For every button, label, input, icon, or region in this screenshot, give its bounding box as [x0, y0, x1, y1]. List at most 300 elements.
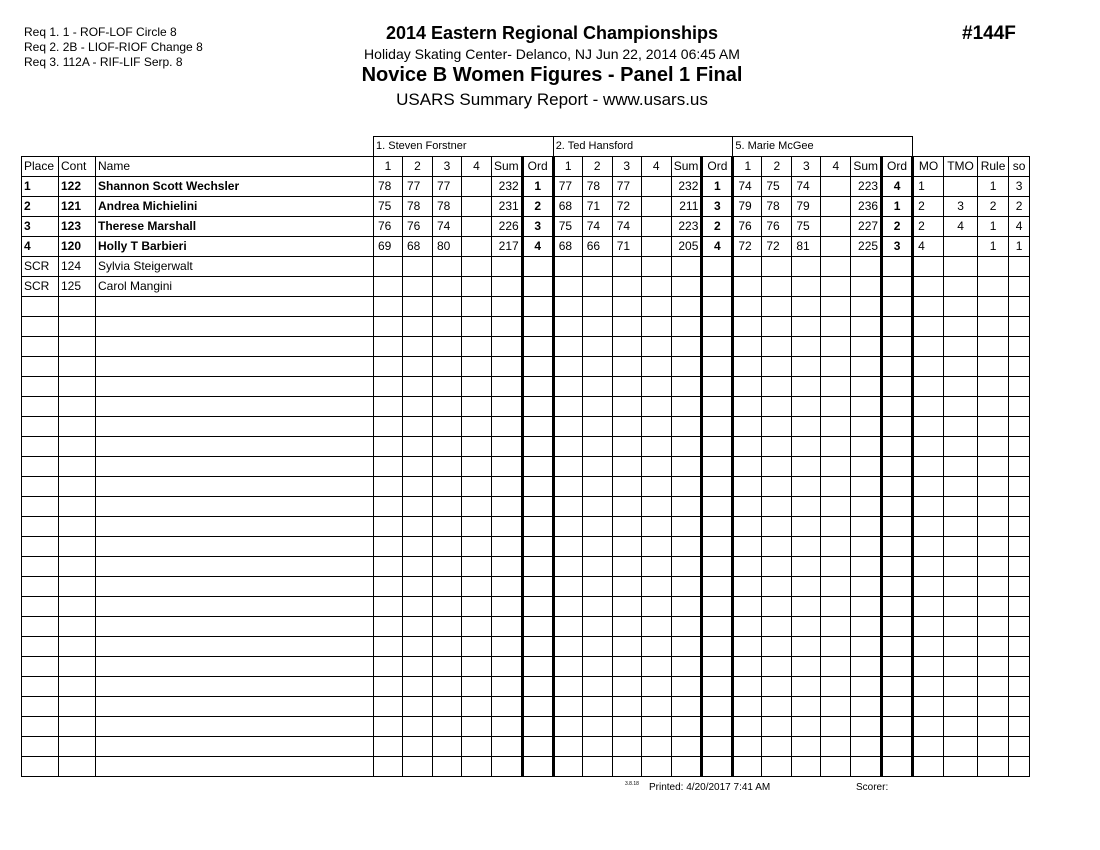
tmo-cell [944, 677, 978, 697]
score-j2-1 [553, 537, 582, 557]
score-j1-4 [462, 417, 492, 437]
score-j2-1 [553, 497, 582, 517]
name-cell [96, 397, 374, 417]
score-j5-6: 2 [882, 217, 913, 237]
name-cell [96, 697, 374, 717]
rule-cell [978, 717, 1009, 737]
score-j2-6 [702, 757, 733, 777]
header-judge3-col5: Sum [851, 157, 882, 177]
cont-cell [59, 477, 96, 497]
place-cell [22, 317, 59, 337]
score-j1-1 [374, 597, 403, 617]
tmo-cell [944, 357, 978, 377]
score-j2-5 [671, 677, 702, 697]
score-j5-2 [762, 257, 792, 277]
score-j5-1 [733, 257, 762, 277]
score-j1-2 [403, 637, 433, 657]
score-j5-6 [882, 617, 913, 637]
cont-cell [59, 717, 96, 737]
rule-cell [978, 577, 1009, 597]
score-j5-1 [733, 577, 762, 597]
so-cell [1009, 317, 1030, 337]
score-j1-6 [522, 537, 553, 557]
score-j1-2 [403, 477, 433, 497]
tmo-cell [944, 597, 978, 617]
score-j1-3: 77 [433, 177, 462, 197]
score-j5-5 [851, 557, 882, 577]
tmo-cell [944, 477, 978, 497]
score-j5-2 [762, 477, 792, 497]
so-cell: 1 [1009, 237, 1030, 257]
score-j5-4 [821, 617, 851, 637]
header-judge1-col5: Sum [492, 157, 523, 177]
score-j5-2: 72 [762, 237, 792, 257]
place-cell [22, 497, 59, 517]
score-j1-4 [462, 257, 492, 277]
score-j1-3 [433, 457, 462, 477]
table-row [22, 617, 1030, 637]
score-j5-5 [851, 397, 882, 417]
score-j2-5 [671, 517, 702, 537]
score-j1-1 [374, 337, 403, 357]
cont-cell: 123 [59, 217, 96, 237]
cont-cell [59, 597, 96, 617]
score-j1-6 [522, 517, 553, 537]
score-j1-1 [374, 517, 403, 537]
score-j2-1 [553, 257, 582, 277]
score-j2-5 [671, 417, 702, 437]
score-j1-6 [522, 617, 553, 637]
score-j2-5: 232 [671, 177, 702, 197]
score-j2-2 [582, 737, 612, 757]
scorer-label: Scorer: [856, 782, 889, 793]
tmo-cell [944, 577, 978, 597]
mo-cell [913, 677, 944, 697]
score-j5-6 [882, 277, 913, 297]
score-j2-2: 66 [582, 237, 612, 257]
score-j5-4 [821, 217, 851, 237]
score-j2-4 [641, 337, 671, 357]
score-j5-1 [733, 397, 762, 417]
score-j5-4 [821, 757, 851, 777]
score-j2-4 [641, 357, 671, 377]
place-cell [22, 537, 59, 557]
header-judge3-col3: 3 [792, 157, 821, 177]
printed-timestamp: Printed: 4/20/2017 7:41 AM [649, 782, 771, 793]
rule-cell [978, 317, 1009, 337]
score-j2-1 [553, 757, 582, 777]
rule-cell [978, 257, 1009, 277]
place-cell [22, 617, 59, 637]
score-j2-1: 68 [553, 197, 582, 217]
score-j5-1 [733, 417, 762, 437]
score-j5-5 [851, 757, 882, 777]
place-cell [22, 357, 59, 377]
place-cell [22, 577, 59, 597]
rule-cell [978, 757, 1009, 777]
score-j2-2 [582, 337, 612, 357]
name-cell: Holly T Barbieri [96, 237, 374, 257]
table-row [22, 277, 1030, 297]
score-j2-2 [582, 317, 612, 337]
version-label: 3.8.18 [625, 781, 639, 787]
score-j5-6 [882, 317, 913, 337]
score-j1-2 [403, 757, 433, 777]
score-j2-2 [582, 617, 612, 637]
score-j5-2 [762, 617, 792, 637]
score-j2-1 [553, 677, 582, 697]
cont-cell: 121 [59, 197, 96, 217]
score-j2-1 [553, 457, 582, 477]
score-j2-3 [612, 437, 641, 457]
score-j5-5 [851, 337, 882, 357]
so-cell [1009, 277, 1030, 297]
score-j2-1 [553, 317, 582, 337]
score-j1-2: 76 [403, 217, 433, 237]
score-j5-6 [882, 457, 913, 477]
mo-cell [913, 577, 944, 597]
score-j5-5 [851, 377, 882, 397]
score-j2-6 [702, 617, 733, 637]
rule-cell [978, 537, 1009, 557]
score-j1-1 [374, 397, 403, 417]
cont-cell [59, 537, 96, 557]
score-j2-3 [612, 317, 641, 337]
so-cell [1009, 737, 1030, 757]
score-j2-6 [702, 377, 733, 397]
score-j1-3 [433, 617, 462, 637]
rule-cell: 2 [978, 197, 1009, 217]
so-cell [1009, 397, 1030, 417]
score-j2-1 [553, 577, 582, 597]
table-row [22, 377, 1030, 397]
score-j2-3 [612, 497, 641, 517]
score-j5-1 [733, 637, 762, 657]
judge-name-3: 5. Marie McGee [733, 137, 913, 157]
score-j1-5 [492, 677, 523, 697]
score-j1-3 [433, 677, 462, 697]
score-j5-2 [762, 297, 792, 317]
score-j1-3 [433, 277, 462, 297]
score-j1-1 [374, 297, 403, 317]
score-j1-1 [374, 317, 403, 337]
score-j1-6 [522, 497, 553, 517]
name-cell [96, 337, 374, 357]
score-j5-1 [733, 657, 762, 677]
score-j1-3: 78 [433, 197, 462, 217]
mo-cell [913, 697, 944, 717]
rule-cell [978, 357, 1009, 377]
place-cell [22, 677, 59, 697]
score-j2-5 [671, 557, 702, 577]
score-j5-2 [762, 437, 792, 457]
score-j5-4 [821, 457, 851, 477]
score-j1-5 [492, 497, 523, 517]
score-j2-6 [702, 417, 733, 437]
score-j1-4 [462, 537, 492, 557]
header-judge3-col6: Ord [882, 157, 913, 177]
score-j1-3 [433, 637, 462, 657]
score-j2-4 [641, 457, 671, 477]
score-j1-4 [462, 217, 492, 237]
score-j2-6 [702, 317, 733, 337]
score-j2-6 [702, 657, 733, 677]
score-j2-4 [641, 217, 671, 237]
score-j1-4 [462, 617, 492, 637]
score-j5-5 [851, 657, 882, 677]
mo-cell: 2 [913, 217, 944, 237]
place-cell: SCR [22, 257, 59, 277]
score-j2-4 [641, 437, 671, 457]
cont-cell: 120 [59, 237, 96, 257]
so-cell [1009, 537, 1030, 557]
name-cell [96, 557, 374, 577]
score-j5-6 [882, 677, 913, 697]
score-j1-1 [374, 457, 403, 477]
score-j2-5 [671, 577, 702, 597]
score-j5-1 [733, 677, 762, 697]
header-judge1-col3: 3 [433, 157, 462, 177]
score-j1-2 [403, 517, 433, 537]
score-j5-5: 225 [851, 237, 882, 257]
judge-header-row [22, 137, 1030, 157]
score-j5-2 [762, 517, 792, 537]
score-j2-6 [702, 277, 733, 297]
score-j5-4 [821, 277, 851, 297]
score-j2-3 [612, 477, 641, 497]
score-j1-6 [522, 697, 553, 717]
score-j5-6 [882, 537, 913, 557]
table-row [22, 517, 1030, 537]
so-cell [1009, 477, 1030, 497]
score-j5-4 [821, 297, 851, 317]
tmo-cell [944, 397, 978, 417]
score-j5-2 [762, 277, 792, 297]
score-j2-2 [582, 517, 612, 537]
score-j1-6 [522, 477, 553, 497]
score-j1-6 [522, 557, 553, 577]
score-j1-2 [403, 457, 433, 477]
score-j5-5 [851, 617, 882, 637]
header-cont: Cont [59, 157, 96, 177]
cont-cell [59, 637, 96, 657]
score-j2-5 [671, 377, 702, 397]
score-j5-1 [733, 377, 762, 397]
mo-cell [913, 737, 944, 757]
score-j1-1 [374, 417, 403, 437]
blank-cell [913, 137, 1030, 157]
mo-cell [913, 377, 944, 397]
score-j5-2 [762, 317, 792, 337]
score-j1-6: 1 [522, 177, 553, 197]
place-cell [22, 437, 59, 457]
score-j1-4 [462, 657, 492, 677]
score-j1-1 [374, 717, 403, 737]
cont-cell [59, 397, 96, 417]
score-j1-3 [433, 417, 462, 437]
score-j1-6: 3 [522, 217, 553, 237]
score-j5-5: 223 [851, 177, 882, 197]
score-j5-5 [851, 597, 882, 617]
score-j5-4 [821, 237, 851, 257]
tmo-cell [944, 417, 978, 437]
score-j1-1 [374, 257, 403, 277]
mo-cell [913, 477, 944, 497]
score-j2-2 [582, 657, 612, 677]
score-j5-6 [882, 597, 913, 617]
score-j5-4 [821, 557, 851, 577]
score-j5-3 [792, 357, 821, 377]
score-j5-3 [792, 757, 821, 777]
so-cell [1009, 597, 1030, 617]
score-j5-3 [792, 497, 821, 517]
score-j1-4 [462, 357, 492, 377]
tmo-cell [944, 517, 978, 537]
score-j5-3 [792, 257, 821, 277]
score-j2-4 [641, 697, 671, 717]
score-j5-1 [733, 457, 762, 477]
score-j1-3 [433, 437, 462, 457]
score-j2-3: 71 [612, 237, 641, 257]
score-j1-2 [403, 277, 433, 297]
score-j1-6 [522, 437, 553, 457]
score-j1-3 [433, 757, 462, 777]
rule-cell [978, 677, 1009, 697]
score-j2-5: 211 [671, 197, 702, 217]
header-judge2-col2: 2 [582, 157, 612, 177]
score-j2-2 [582, 457, 612, 477]
score-j2-3 [612, 657, 641, 677]
table-row [22, 417, 1030, 437]
score-j1-2 [403, 557, 433, 577]
score-j5-1 [733, 517, 762, 537]
score-j1-1 [374, 477, 403, 497]
score-j1-6 [522, 597, 553, 617]
score-j5-3 [792, 697, 821, 717]
score-j1-6 [522, 357, 553, 377]
score-j1-3 [433, 537, 462, 557]
score-j1-5 [492, 597, 523, 617]
so-cell: 4 [1009, 217, 1030, 237]
score-j1-3 [433, 337, 462, 357]
score-j5-3 [792, 597, 821, 617]
score-j1-5 [492, 317, 523, 337]
table-row [22, 357, 1030, 377]
score-j5-6 [882, 477, 913, 497]
score-j5-4 [821, 537, 851, 557]
score-j5-3: 74 [792, 177, 821, 197]
tmo-cell [944, 317, 978, 337]
score-j5-3 [792, 417, 821, 437]
score-j2-6: 2 [702, 217, 733, 237]
name-cell [96, 677, 374, 697]
table-row [22, 597, 1030, 617]
score-j5-3 [792, 517, 821, 537]
mo-cell [913, 257, 944, 277]
score-j1-5 [492, 277, 523, 297]
score-j1-5 [492, 437, 523, 457]
score-j1-4 [462, 277, 492, 297]
score-j5-6 [882, 377, 913, 397]
score-j2-2: 78 [582, 177, 612, 197]
score-j2-1: 77 [553, 177, 582, 197]
score-j1-1 [374, 557, 403, 577]
name-cell: Therese Marshall [96, 217, 374, 237]
score-j1-2 [403, 697, 433, 717]
rule-cell [978, 697, 1009, 717]
score-j1-3 [433, 737, 462, 757]
score-j5-1 [733, 717, 762, 737]
score-j5-2 [762, 537, 792, 557]
rule-cell: 1 [978, 177, 1009, 197]
score-j1-3 [433, 317, 462, 337]
score-j2-6: 3 [702, 197, 733, 217]
score-j5-2 [762, 757, 792, 777]
score-j2-5 [671, 457, 702, 477]
rule-cell [978, 337, 1009, 357]
score-j2-6 [702, 337, 733, 357]
score-j1-4 [462, 717, 492, 737]
score-j1-2 [403, 737, 433, 757]
score-j2-2 [582, 757, 612, 777]
score-j2-3 [612, 677, 641, 697]
mo-cell [913, 597, 944, 617]
score-j1-2 [403, 377, 433, 397]
score-j2-6 [702, 397, 733, 417]
place-cell: 1 [22, 177, 59, 197]
score-j5-1: 74 [733, 177, 762, 197]
score-j1-5 [492, 577, 523, 597]
table-row [22, 757, 1030, 777]
score-j2-5 [671, 257, 702, 277]
name-cell [96, 637, 374, 657]
place-cell [22, 377, 59, 397]
name-cell [96, 477, 374, 497]
score-j1-2 [403, 597, 433, 617]
score-j2-3 [612, 577, 641, 597]
score-j2-4 [641, 737, 671, 757]
score-j5-6 [882, 497, 913, 517]
score-j1-3 [433, 257, 462, 277]
table-row [22, 717, 1030, 737]
score-j2-4 [641, 617, 671, 637]
name-cell [96, 377, 374, 397]
mo-cell [913, 657, 944, 677]
tmo-cell [944, 697, 978, 717]
mo-cell [913, 497, 944, 517]
table-row [22, 577, 1030, 597]
place-cell [22, 417, 59, 437]
score-j2-4 [641, 177, 671, 197]
score-j1-3 [433, 377, 462, 397]
name-cell: Shannon Scott Wechsler [96, 177, 374, 197]
score-j2-5 [671, 637, 702, 657]
score-j2-1 [553, 277, 582, 297]
score-j2-5 [671, 757, 702, 777]
so-cell [1009, 497, 1030, 517]
name-cell [96, 657, 374, 677]
score-j2-6 [702, 437, 733, 457]
table-row [22, 337, 1030, 357]
rule-cell: 1 [978, 217, 1009, 237]
so-cell [1009, 697, 1030, 717]
mo-cell [913, 537, 944, 557]
score-j5-2 [762, 737, 792, 757]
score-j1-3 [433, 697, 462, 717]
score-j5-1 [733, 697, 762, 717]
score-j2-2 [582, 257, 612, 277]
rule-cell [978, 377, 1009, 397]
